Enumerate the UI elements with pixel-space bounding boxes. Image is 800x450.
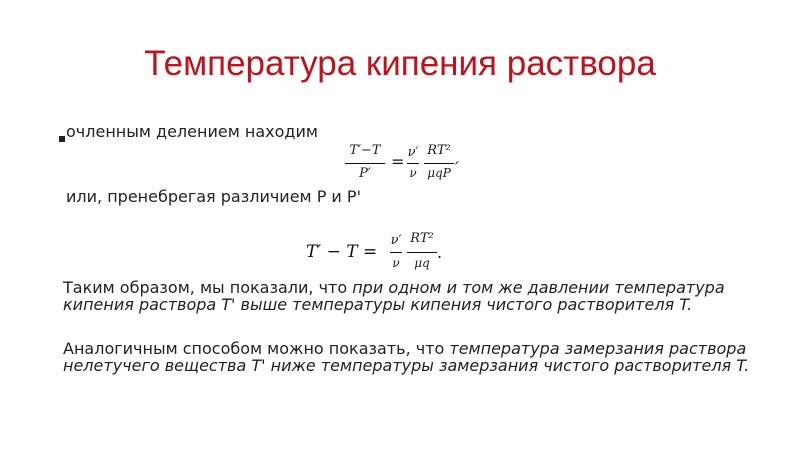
formula-1-coef-numerator: ν′: [407, 145, 419, 160]
formula-1-rhs-denominator: μqP: [427, 166, 451, 180]
formula-2-rhs-numerator: RT²: [410, 231, 434, 246]
formula-1-rhs-numerator: RT²: [427, 143, 451, 158]
formula-1-coef-bar: [407, 163, 419, 164]
formula-2-coef-bar: [390, 252, 402, 253]
paragraph-freezing: [63, 340, 753, 374]
formula-1-lhs-denominator: P′: [359, 166, 371, 181]
formula-2-rhs-denominator: μq: [414, 256, 430, 270]
formula-1-rhs-bar: [424, 163, 454, 164]
paragraph-freezing-italic: температура замерзания раствора нелетучего вещества T' ниже температуры замерзания чистого растворителя T.: [63, 339, 750, 375]
formula-2-tail: .: [437, 243, 443, 262]
formula-2-coef-denominator: ν: [392, 256, 400, 270]
paragraph-boiling-italic: при одном и том же давлении температура кипения раствора T' выше температуры кипения чистого растворителя T.: [63, 278, 725, 314]
formula-1-equals: =: [391, 152, 405, 171]
intro-line: очленным делением находим: [66, 122, 318, 141]
approximation-line: или, пренебрегая различием P и P': [66, 187, 361, 206]
formula-2-coef-numerator: ν′: [390, 233, 402, 248]
formula-2-rhs-bar: [407, 252, 437, 253]
formula-1-lhs-bar: [345, 163, 385, 164]
slide-title: Температура кипения раствора: [144, 44, 656, 83]
formula-2-lhs: T′ − T =: [306, 242, 378, 262]
paragraph-freezing-text: Аналогичным способом можно показать, что: [63, 339, 450, 358]
formula-1-lhs-numerator: T′−T: [349, 143, 381, 158]
formula-1-coef-denominator: ν: [409, 166, 417, 180]
formula-1-tail: ′: [455, 158, 459, 177]
bullet-marker: [59, 136, 65, 142]
paragraph-boiling: [63, 279, 753, 313]
paragraph-boiling-text: Таким образом, мы показали, что: [63, 278, 353, 297]
